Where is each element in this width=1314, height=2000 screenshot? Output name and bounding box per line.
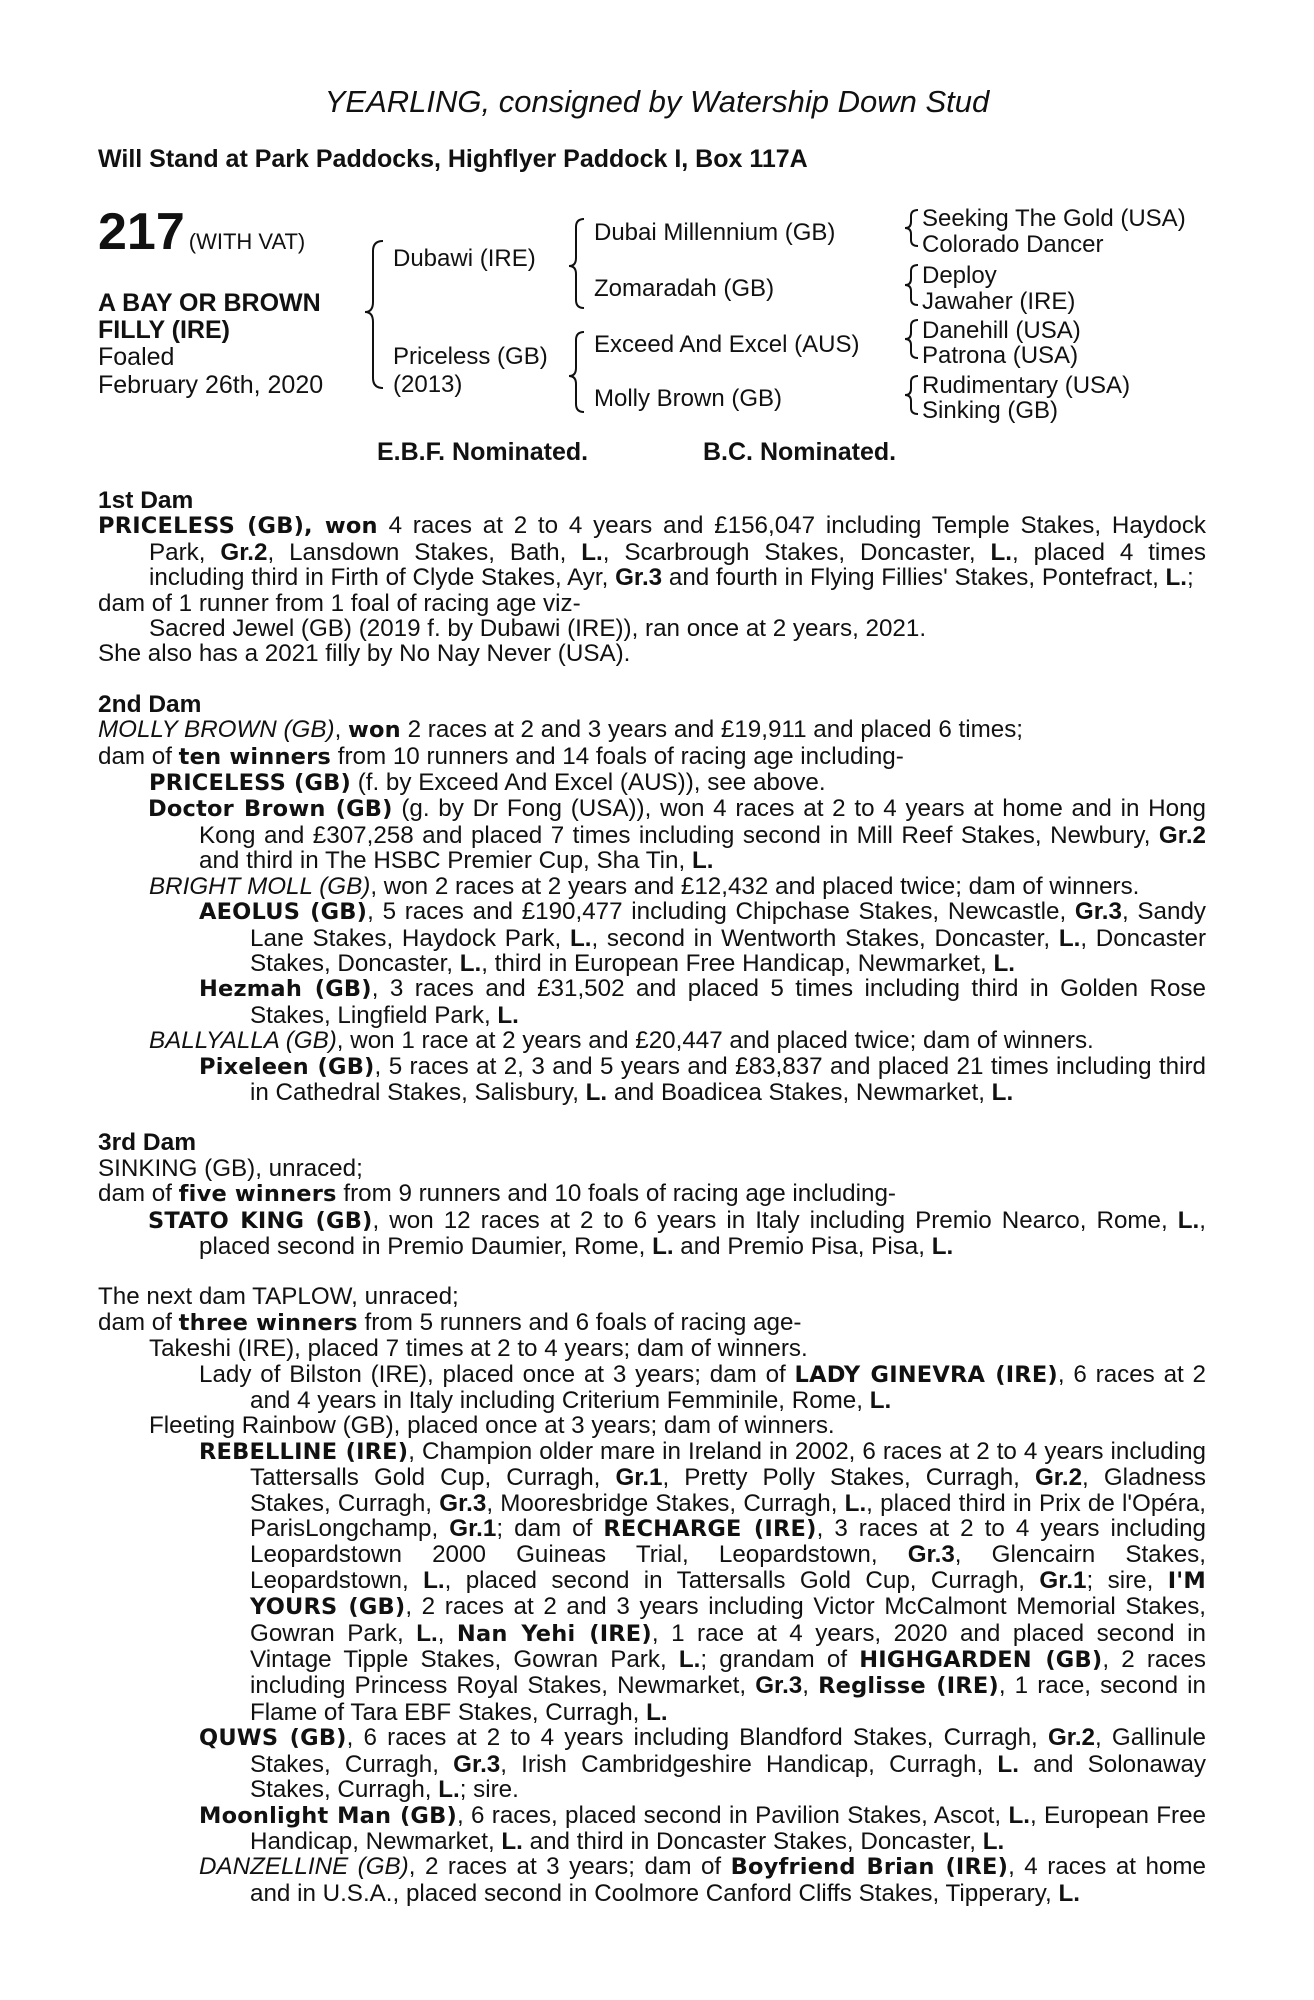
- catalogue-body: [98, 488, 1206, 1906]
- sire-dam-sire: Deploy: [922, 262, 997, 289]
- sire-dam-dam: Jawaher (IRE): [922, 288, 1076, 315]
- section-third-dam: 3rd Dam: [98, 1129, 197, 1157]
- sire-dam: Zomaradah (GB): [594, 275, 775, 302]
- first-dam-produce-line: dam of 1 runner from 1 foal of racing age viz-: [98, 589, 581, 617]
- lot-number: 217: [98, 203, 185, 261]
- stand-location: Will Stand at Park Paddocks, Highflyer Paddock I, Box 117A: [98, 145, 808, 173]
- produce-moonlight-man: Moonlight Man (GB), 6 races, placed second in Pavilion Stakes, Ascot, L., European Free Handicap, Newmarket, L. and third in Doncaster Stakes, Doncaster, L.: [199, 1801, 1207, 1855]
- produce-lady-of-bilston: Lady of Bilston (IRE), placed once at 3 years; dam of LADY GINEVRA (IRE), 6 races at 2 and 4 years in Italy including Criterium Femminile, Rome, L.: [199, 1360, 1206, 1414]
- produce-fleeting-rainbow: Fleeting Rainbow (GB), placed once at 3 years; dam of winners.: [149, 1412, 835, 1440]
- sire-sire-sire: Seeking The Gold (USA): [922, 205, 1186, 232]
- third-dam-produce-line: dam of five winners from 9 runners and 10 foals of racing age including-: [98, 1180, 896, 1208]
- dam-dam-sire: Rudimentary (USA): [922, 372, 1131, 399]
- horse-description-2: FILLY (IRE): [98, 316, 230, 344]
- next-dam-produce-line: dam of three winners from 5 runners and 6 foals of racing age-: [98, 1308, 802, 1336]
- sire-sire: Dubai Millennium (GB): [594, 219, 836, 246]
- produce-priceless: PRICELESS (GB) (f. by Exceed And Excel (AUS)), see above.: [149, 769, 826, 797]
- vat-note: (WITH VAT): [188, 229, 306, 254]
- produce-quws: QUWS (GB), 6 races at 2 to 4 years including Blandford Stakes, Curragh, Gr.2, Gallinule Stakes, Curragh, Gr.3, Irish Cambridgeshire Handicap, Curragh, L. and Solonaway Stakes, Curragh, L.; sire.: [199, 1724, 1207, 1804]
- dam-dam-dam: Sinking (GB): [922, 397, 1059, 424]
- first-dam-entry: PRICELESS (GB), won 4 races at 2 to 4 years and £156,047 including Temple Stakes, Haydock Park, Gr.2, Lansdown Stakes, Bath, L., Scarbrough Stakes, Doncaster, L., placed 4 times including third in Firth of Clyde Stakes, Ayr, Gr.3 and fourth in Flying Fillies' Stakes, Pontefract, L.;: [98, 512, 1207, 592]
- section-first-dam: 1st Dam: [98, 487, 194, 514]
- produce-hezmah: Hezmah (GB), 3 races and £31,502 and placed 5 times including third in Golden Rose Stakes, Lingfield Park, L.: [199, 975, 1206, 1029]
- foaled-label: Foaled: [98, 343, 175, 371]
- produce-aeolus: AEOLUS (GB), 5 races and £190,477 including Chipchase Stakes, Newcastle, Gr.3, Sandy Lane Stakes, Haydock Park, L., second in Wentworth Stakes, Doncaster, L., Doncaster Stakes, Doncaster, L., third in European Free Handicap, Newmarket, L.: [199, 898, 1206, 977]
- dam-sire: Exceed And Excel (AUS): [594, 331, 860, 358]
- ebf-nominated: E.B.F. Nominated.: [377, 438, 589, 466]
- sire: Dubawi (IRE): [393, 245, 536, 272]
- bc-nominated: B.C. Nominated.: [703, 438, 897, 466]
- produce-danzelline: DANZELLINE (GB), 2 races at 3 years; dam of Boyfriend Brian (IRE), 4 races at home and in U.S.A., placed second in Coolmore Canford Cliffs Stakes, Tipperary, L.: [199, 1853, 1207, 1907]
- dam-dam: Molly Brown (GB): [594, 385, 783, 412]
- first-dam-note: She also has a 2021 filly by No Nay Never (USA).: [98, 640, 631, 668]
- produce-stato-king: STATO KING (GB), won 12 races at 2 to 6 years in Italy including Premio Nearco, Rome, L., placed second in Premio Daumier, Rome, L. and Premio Pisa, Pisa, L.: [148, 1206, 1206, 1260]
- produce-sacred-jewel: Sacred Jewel (GB) (2019 f. by Dubawi (IRE)), ran once at 2 years, 2021.: [149, 615, 927, 643]
- produce-takeshi: Takeshi (IRE), placed 7 times at 2 to 4 years; dam of winners.: [149, 1335, 808, 1363]
- foaled-date: February 26th, 2020: [98, 371, 324, 399]
- produce-doctor-brown: Doctor Brown (GB) (g. by Dr Fong (USA)), won 4 races at 2 to 4 years at home and in Hong Kong and £307,258 and placed 7 times including second in Mill Reef Stakes, Newbury, Gr.2 and third in The HSBC Premier Cup, Sha Tin, L.: [148, 795, 1206, 875]
- page-header: YEARLING, consigned by Watership Down Stud: [324, 84, 990, 119]
- second-dam-entry: MOLLY BROWN (GB), won 2 races at 2 and 3 years and £19,911 and placed 6 times;: [98, 716, 1024, 744]
- produce-ballyalla: BALLYALLA (GB), won 1 race at 2 years and £20,447 and placed twice; dam of winners.: [149, 1027, 1094, 1055]
- section-second-dam: 2nd Dam: [98, 690, 202, 718]
- produce-bright-moll: BRIGHT MOLL (GB), won 2 races at 2 years and £12,432 and placed twice; dam of winners.: [149, 872, 1140, 900]
- produce-pixeleen: Pixeleen (GB), 5 races at 2, 3 and 5 years and £83,837 and placed 21 times including third in Cathedral Stakes, Salisbury, L. and Boadicea Stakes, Newmarket, L.: [199, 1052, 1206, 1106]
- sire-sire-dam: Colorado Dancer: [922, 231, 1104, 258]
- horse-description-1: A BAY OR BROWN: [98, 289, 321, 317]
- second-dam-produce-line: dam of ten winners from 10 runners and 14 foals of racing age including-: [98, 742, 904, 770]
- third-dam-entry: SINKING (GB), unraced;: [98, 1154, 363, 1182]
- dam-sire-sire: Danehill (USA): [922, 317, 1081, 344]
- dam-year: (2013): [393, 371, 463, 398]
- dam-sire-dam: Patrona (USA): [922, 342, 1079, 369]
- dam: Priceless (GB): [393, 343, 548, 370]
- produce-rebelline: REBELLINE (IRE), Champion older mare in Ireland in 2002, 6 races at 2 to 4 years including Tattersalls Gold Cup, Curragh, Gr.1, Pretty Polly Stakes, Curragh, Gr.2, Gladness Stakes, Curragh, Gr.3, Mooresbridge Stakes, Curragh, L., placed third in Prix de l'Opéra, ParisLongchamp, Gr.1; dam of RECHARGE (IRE), 3 races at 2 to 4 years including Leopardstown 2000 Guineas Trial, Leopardstown, Gr.3, Glencairn Stakes, Leopardstown, L., placed second in Tattersalls Gold Cup, Curragh, Gr.1; sire, I'M YOURS (GB), 2 races at 2 and 3 years including Victor McCalmont Memorial Stakes, Gowran Park, L., Nan Yehi (IRE), 1 race at 4 years, 2020 and placed second in Vintage Tipple Stakes, Gowran Park, L.; grandam of HIGHGARDEN (GB), 2 races including Princess Royal Stakes, Newmarket, Gr.3, Reglisse (IRE), 1 race, second in Flame of Tara EBF Stakes, Curragh, L.: [199, 1437, 1207, 1726]
- next-dam-entry: The next dam TAPLOW, unraced;: [98, 1283, 459, 1311]
